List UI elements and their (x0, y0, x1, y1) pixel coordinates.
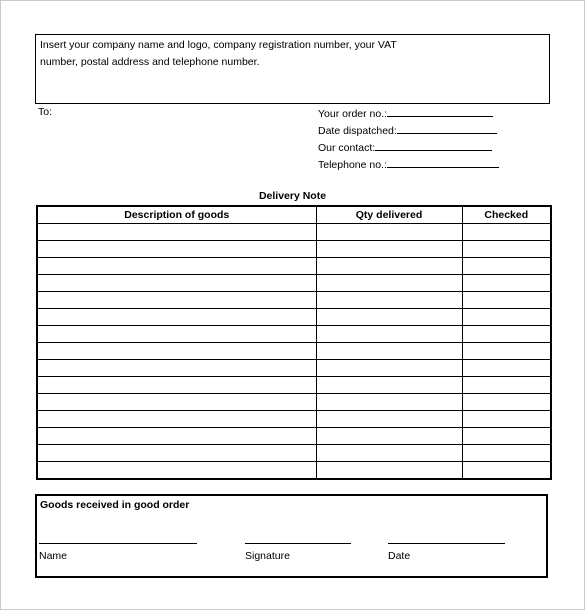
company-info-line-1: Insert your company name and logo, company registration number, your VAT (40, 39, 397, 51)
description-cell[interactable] (37, 428, 316, 445)
checked-cell[interactable] (462, 428, 551, 445)
description-cell[interactable] (37, 224, 316, 241)
table-row (37, 411, 551, 428)
table-row (37, 258, 551, 275)
order-number-label: Your order no.: (318, 108, 388, 120)
date-blank[interactable] (388, 543, 505, 544)
checked-cell[interactable] (462, 275, 551, 292)
goods-table-body (37, 224, 551, 480)
table-row (37, 292, 551, 309)
table-row (37, 343, 551, 360)
description-cell[interactable] (37, 411, 316, 428)
table-row (37, 377, 551, 394)
signature-blank[interactable] (245, 543, 351, 544)
qty-delivered-cell[interactable] (316, 445, 462, 462)
qty-delivered-cell[interactable] (316, 241, 462, 258)
signature-label: Signature (245, 550, 290, 562)
name-blank[interactable] (39, 543, 197, 544)
checked-cell[interactable] (462, 377, 551, 394)
checked-cell[interactable] (462, 462, 551, 480)
table-row (37, 275, 551, 292)
table-row (37, 462, 551, 480)
header-qty-delivered: Qty delivered (316, 206, 462, 224)
to-label: To: (38, 106, 53, 118)
qty-delivered-cell[interactable] (316, 394, 462, 411)
telephone-field[interactable] (318, 157, 499, 172)
checked-cell[interactable] (462, 224, 551, 241)
qty-delivered-cell[interactable] (316, 360, 462, 377)
qty-delivered-cell[interactable] (316, 292, 462, 309)
checked-cell[interactable] (462, 292, 551, 309)
qty-delivered-cell[interactable] (316, 411, 462, 428)
checked-cell[interactable] (462, 309, 551, 326)
description-cell[interactable] (37, 377, 316, 394)
order-number-field[interactable] (318, 106, 493, 121)
table-row (37, 445, 551, 462)
table-row (37, 394, 551, 411)
date-label: Date (388, 550, 411, 562)
description-cell[interactable] (37, 394, 316, 411)
qty-delivered-cell[interactable] (316, 343, 462, 360)
checked-cell[interactable] (462, 343, 551, 360)
checked-cell[interactable] (462, 360, 551, 377)
telephone-blank[interactable] (387, 157, 499, 168)
our-contact-label: Our contact: (318, 142, 376, 154)
header-checked: Checked (462, 206, 551, 224)
date-dispatched-label: Date dispatched: (318, 125, 397, 137)
company-info-line-2: number, postal address and telephone number. (40, 56, 260, 68)
description-cell[interactable] (37, 258, 316, 275)
order-number-blank[interactable] (387, 106, 493, 117)
checked-cell[interactable] (462, 411, 551, 428)
qty-delivered-cell[interactable] (316, 275, 462, 292)
checked-cell[interactable] (462, 326, 551, 343)
description-cell[interactable] (37, 445, 316, 462)
description-cell[interactable] (37, 462, 316, 480)
description-cell[interactable] (37, 241, 316, 258)
table-row (37, 224, 551, 241)
table-row (37, 428, 551, 445)
qty-delivered-cell[interactable] (316, 258, 462, 275)
goods-table-header-row (37, 206, 551, 224)
qty-delivered-cell[interactable] (316, 428, 462, 445)
qty-delivered-cell[interactable] (316, 462, 462, 480)
checked-cell[interactable] (462, 241, 551, 258)
description-cell[interactable] (37, 292, 316, 309)
checked-cell[interactable] (462, 258, 551, 275)
table-row (37, 326, 551, 343)
table-row (37, 360, 551, 377)
goods-received-title: Goods received in good order (40, 499, 190, 511)
company-info-box[interactable] (35, 34, 550, 104)
date-dispatched-blank[interactable] (397, 123, 497, 134)
header-description: Description of goods (37, 206, 316, 224)
goods-received-box (35, 494, 548, 578)
description-cell[interactable] (37, 275, 316, 292)
description-cell[interactable] (37, 309, 316, 326)
checked-cell[interactable] (462, 445, 551, 462)
qty-delivered-cell[interactable] (316, 309, 462, 326)
checked-cell[interactable] (462, 394, 551, 411)
description-cell[interactable] (37, 360, 316, 377)
table-row (37, 309, 551, 326)
description-cell[interactable] (37, 343, 316, 360)
date-dispatched-field[interactable] (318, 123, 497, 138)
delivery-note-title: Delivery Note (258, 190, 327, 202)
qty-delivered-cell[interactable] (316, 224, 462, 241)
description-cell[interactable] (37, 326, 316, 343)
telephone-label: Telephone no.: (318, 159, 387, 171)
qty-delivered-cell[interactable] (316, 377, 462, 394)
qty-delivered-cell[interactable] (316, 326, 462, 343)
our-contact-blank[interactable] (375, 140, 492, 151)
table-row (37, 241, 551, 258)
our-contact-field[interactable] (318, 140, 492, 155)
name-label: Name (39, 550, 68, 562)
goods-table (36, 205, 552, 480)
